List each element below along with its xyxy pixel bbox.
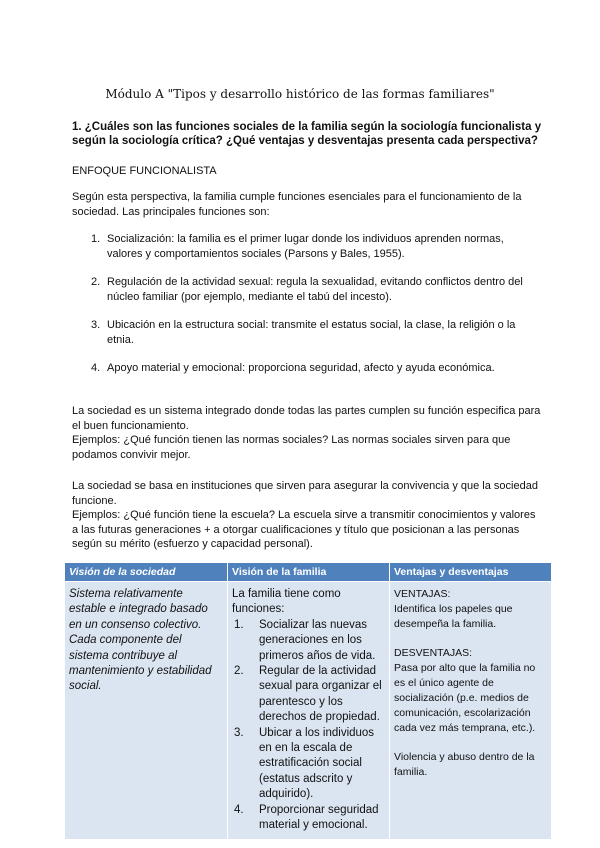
item-number: 2. <box>234 665 244 678</box>
item-text: Regular de la actividad sexual para organizar el parentesco y los derechos de propiedad. <box>259 665 382 724</box>
item-number: 3. <box>91 319 101 331</box>
spacer <box>394 736 547 750</box>
list-item <box>72 318 532 347</box>
paragraph-example: Ejemplos: ¿Qué función tienen las normas sociales? Las normas sociales sirven para que podamos convivir mejor. <box>72 434 511 461</box>
document-title: Módulo A "Tipos y desarrollo histórico de las formas familiares" <box>105 87 495 101</box>
item-number: 1. <box>91 233 101 245</box>
question-heading: 1. ¿Cuáles son las funciones sociales de la familia según la sociología funcionalista y según la sociología crítica? ¿Qué ventajas y desventajas presenta cada perspectiva? <box>72 121 542 147</box>
header-pros-cons: Ventajas y desventajas <box>390 563 552 582</box>
item-number: 3. <box>234 726 244 739</box>
disadvantages-label: DESVENTAJAS: <box>394 647 472 659</box>
cell-pros-cons <box>390 582 552 840</box>
cell-society-view: Sistema relativamente estable e integrado basado en un consenso colectivo. Cada componente del sistema contribuye al mantenimiento y estabilidad social. <box>65 582 228 840</box>
comparison-table <box>64 562 552 840</box>
table-row <box>65 582 552 840</box>
list-item <box>232 664 385 726</box>
item-text: Proporcionar seguridad material y emocional. <box>259 803 379 832</box>
paragraph-text: La sociedad es un sistema integrado donde todas las partes cumplen su función especifica para el buen funcionamiento. <box>72 405 541 432</box>
spacer <box>394 632 547 646</box>
list-item <box>72 232 532 261</box>
list-item <box>232 803 385 834</box>
item-number: 4. <box>234 803 244 816</box>
item-text: Socializar las nuevas generaciones en los primeros años de vida. <box>259 618 376 662</box>
item-text: Ubicar a los individuos en en la escala de estratificación social (estatus adscrito y adquirido). <box>259 726 375 801</box>
list-item <box>72 275 532 304</box>
item-number: 1. <box>234 618 244 631</box>
table-header-row <box>65 563 552 582</box>
item-text: Ubicación en la estructura social: transmite el estatus social, la clase, la religión o la etnia. <box>107 319 516 346</box>
item-text: Apoyo material y emocional: proporciona seguridad, afecto y ayuda económica. <box>107 362 495 374</box>
paragraph-institutions <box>72 479 542 552</box>
header-society-view: Visión de la sociedad <box>65 563 228 582</box>
item-text: Regulación de la actividad sexual: regula la sexualidad, evitando conflictos dentro del núcleo familiar (por ejemplo, mediante el tabú del incesto). <box>107 276 523 303</box>
family-intro: La familia tiene como funciones: <box>232 588 341 616</box>
section-heading: ENFOQUE FUNCIONALISTA <box>72 165 217 177</box>
list-item <box>232 726 385 803</box>
item-number: 2. <box>91 276 101 288</box>
paragraph-society-system <box>72 404 542 462</box>
disadvantages-text: Pasa por alto que la familia no es el único agente de socialización (p.e. medios de comunicación, escolarización cada vez más temprana, etc.). <box>394 662 536 734</box>
list-item <box>72 361 532 376</box>
cell-family-view <box>228 582 390 840</box>
family-functions-list <box>232 618 385 834</box>
header-family-view: Visión de la familia <box>228 563 390 582</box>
disadvantages-text-2: Violencia y abuso dentro de la familia. <box>394 751 535 778</box>
paragraph-example: Ejemplos: ¿Qué función tiene la escuela? La escuela sirve a transmitir conocimientos y valores a las futuras generaciones + a otorgar cualificaciones y título que posicionan a las personas según su mérito (esfuerzo y capacidad personal). <box>72 509 536 550</box>
list-item <box>232 618 385 664</box>
paragraph-text: La sociedad se basa en instituciones que sirven para asegurar la convivencia y que la sociedad funcione. <box>72 480 538 507</box>
item-text: Socialización: la familia es el primer lugar donde los individuos aprenden normas, valores y comportamientos sociales (Parsons y Bales, 1955). <box>107 233 504 260</box>
intro-paragraph: Según esta perspectiva, la familia cumple funciones esenciales para el funcionamiento de la sociedad. Las principales funciones son: <box>72 191 522 218</box>
functions-list <box>72 232 532 390</box>
advantages-label: VENTAJAS: <box>394 588 451 600</box>
advantages-text: Identifica los papeles que desempeña la familia. <box>394 603 513 630</box>
item-number: 4. <box>91 362 101 374</box>
